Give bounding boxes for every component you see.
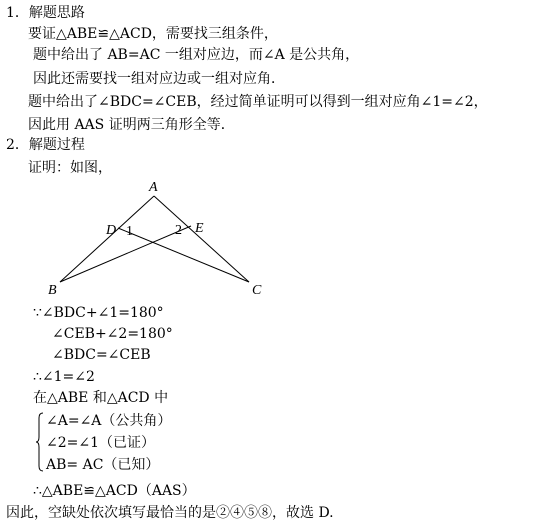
proof-line-1: ∵∠BDC+∠1=180°: [33, 305, 164, 321]
segment-CD: [118, 228, 249, 282]
segment-AC: [154, 196, 249, 282]
label-E: E: [195, 221, 204, 236]
condition-1: ∠A=∠A（公共角）: [46, 413, 172, 429]
analysis-line-3: 因此还需要找一组对应边或一组对应角．: [33, 71, 285, 87]
condition-2: ∠2=∠1（已证）: [46, 435, 156, 451]
proof-conclusion-line: ∴△ABE≌△ACD（AAS）: [33, 483, 196, 499]
section2-heading: 2．解题过程: [6, 137, 85, 153]
segment-AB: [60, 196, 154, 282]
final-conclusion: 因此，空缺处依次填写最恰当的是②④⑤⑧，故选 D.: [6, 505, 334, 521]
condition-3: AB= AC（已知）: [46, 457, 160, 473]
analysis-line-5: 因此用 AAS 证明两三角形全等．: [28, 117, 235, 133]
analysis-line-1: 要证△ABE≌△ACD，需要找三组条件，: [28, 26, 278, 42]
analysis-line-4: 题中给出了∠BDC=∠CEB，经过简单证明可以得到一组对应角∠1=∠2，: [28, 94, 488, 110]
proof-line-5: 在△ABE 和△ACD 中: [33, 390, 169, 406]
label-D: D: [106, 223, 117, 238]
proof-intro: 证明：如图，: [28, 160, 112, 176]
proof-line-3: ∠BDC=∠CEB: [52, 347, 151, 363]
angle-label-1: 1: [126, 224, 133, 239]
condition-brace: [36, 412, 44, 472]
label-C: C: [252, 283, 262, 298]
proof-line-2: ∠CEB+∠2=180°: [52, 326, 173, 342]
label-B: B: [48, 283, 57, 298]
section1-heading: 1．解题思路: [6, 5, 85, 21]
proof-line-4: ∴∠1=∠2: [33, 369, 95, 385]
analysis-line-2: 题中给出了 AB=AC 一组对应边，而∠A 是公共角，: [33, 47, 360, 63]
angle-label-2: 2: [175, 223, 182, 238]
triangle-figure: [40, 178, 280, 298]
label-A: A: [149, 180, 158, 195]
